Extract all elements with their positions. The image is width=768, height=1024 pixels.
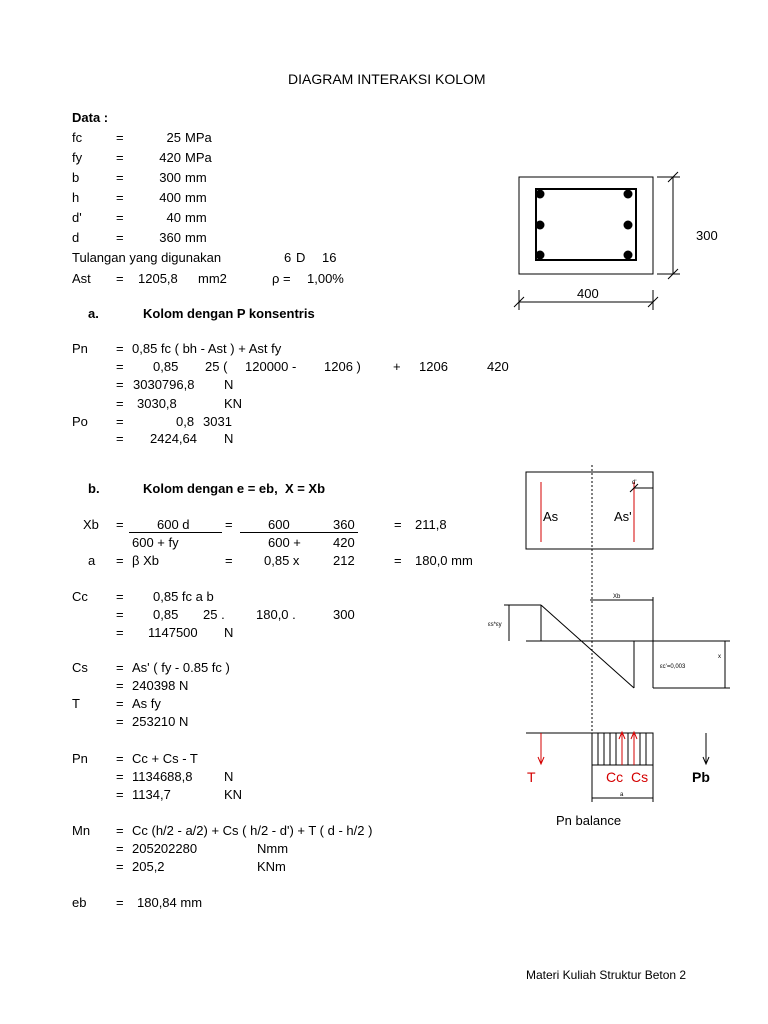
a-pn-sub-c4: 1206 ) (324, 359, 361, 374)
b-cs-formula: As' ( fy - 0.85 fc ) (132, 660, 230, 675)
a-pn-sub-c7: 420 (487, 359, 509, 374)
dimension-side (657, 172, 680, 279)
b-pn-val1: 1134688,8 (132, 769, 193, 784)
dim-bottom-label: 400 (577, 286, 599, 301)
b-a-sub-equals: = (225, 553, 233, 568)
data-dprime-unit: mm (185, 210, 207, 225)
b-mn-symbol: Mn (72, 823, 91, 838)
a-pn-unit2: KN (224, 396, 243, 411)
b-cc-c1: 0,85 (153, 607, 179, 622)
tulangan-label: Tulangan yang digunakan (72, 250, 222, 265)
tulangan-diameter: 16 (322, 250, 337, 265)
b-xb-denominator: 600 + fy (132, 535, 179, 550)
b-eb-equals: = (116, 895, 124, 910)
cc-force-label: Cc (606, 769, 624, 785)
rebar-bar (624, 251, 633, 260)
b-mn-val1: 205202280 (132, 841, 198, 856)
b-cs-equals: = (116, 660, 124, 675)
b-mn-formula: Cc (h/2 - a/2) + Cs ( h/2 - d') + T ( d - h/2 ) (132, 823, 373, 838)
a-pn-val2: 3030,8 (137, 396, 177, 411)
b-a-c2: 212 (333, 553, 355, 568)
b-t-equals: = (116, 696, 124, 711)
b-a-equals: = (116, 553, 124, 568)
rebar-bar (536, 190, 545, 199)
rebar-group (536, 190, 633, 260)
as2-label: As' (614, 509, 632, 524)
balance-caption: Pn balance (556, 813, 622, 828)
dim-side-label: 300 (696, 228, 718, 243)
b-cc-c4: 300 (333, 607, 355, 622)
section-a-heading: Kolom dengan P konsentris (143, 306, 315, 321)
a-pn-sub-c1: 0,85 (153, 359, 179, 374)
b-pn-val2-equals: = (116, 787, 124, 802)
dprime-small-label: d' (632, 480, 637, 486)
data-dprime-equals: = (116, 210, 124, 225)
data-fy-unit: MPa (185, 150, 212, 165)
a-pn-formula: 0,85 fc ( bh - Ast ) + Ast fy (132, 341, 282, 356)
data-b-equals: = (116, 170, 124, 185)
data-b-value: 300 (159, 170, 181, 185)
xb-small-label: Xb (613, 594, 621, 600)
data-fy-value: 420 (159, 150, 181, 165)
b-t-symbol: T (72, 696, 80, 711)
rebar-bar (624, 221, 633, 230)
a-po-equals: = (116, 414, 124, 429)
b-cc-equals: = (116, 589, 124, 604)
b-xb-num2b: 360 (333, 517, 355, 532)
b-cs-val-equals: = (116, 678, 124, 693)
b-a-result: 180,0 mm (415, 553, 473, 568)
data-fc-symbol: fc (72, 130, 83, 145)
b-cc-val-equals: = (116, 625, 124, 640)
footer-text: Materi Kuliah Struktur Beton 2 (526, 968, 687, 982)
data-h-unit: mm (185, 190, 207, 205)
b-t-val-equals: = (116, 714, 124, 729)
b-cc-symbol: Cc (72, 589, 88, 604)
b-cc-val: 1147500 (148, 625, 198, 640)
b-pn-unit1: N (224, 769, 234, 784)
b-pn-formula: Cc + Cs - T (132, 751, 198, 766)
rho-value: 1,00% (307, 271, 344, 286)
data-b-symbol: b (72, 170, 80, 185)
b-cc-formula: 0,85 fc a b (153, 589, 214, 604)
b-a-symbol: a (88, 553, 96, 568)
b-xb-numerator: 600 d (157, 517, 190, 532)
b-a-c1: 0,85 x (264, 553, 300, 568)
pb-force-label: Pb (692, 769, 710, 785)
b-mn-equals: = (116, 823, 124, 838)
b-xb-result: 211,8 (415, 517, 447, 532)
section-b-letter: b. (88, 481, 100, 496)
data-fc-equals: = (116, 130, 124, 145)
a-po-unit: N (224, 431, 234, 446)
a-po-symbol: Po (72, 414, 88, 429)
b-xb-den2a: 600 + (268, 535, 301, 550)
data-dprime-symbol: d' (72, 210, 82, 225)
b-a-result-equals: = (394, 553, 402, 568)
b-t-formula: As fy (132, 696, 161, 711)
a-pn-sub-c2: 25 ( (205, 359, 228, 374)
tulangan-d: D (296, 250, 306, 265)
a-po-val: 2424,64 (150, 431, 197, 446)
as-label: As (543, 509, 559, 524)
a-po-c2: 3031 (203, 414, 232, 429)
strain-left-small-label: εs*εy (488, 622, 502, 628)
data-h-value: 400 (159, 190, 181, 205)
data-fc-value: 25 (166, 130, 181, 145)
b-cs-symbol: Cs (72, 660, 88, 675)
a-pn-val1: 3030796,8 (133, 377, 195, 392)
a-po-c1: 0,8 (176, 414, 195, 429)
ast-unit: mm2 (198, 271, 227, 286)
strain-line (541, 605, 634, 688)
data-fy-symbol: fy (72, 150, 83, 165)
data-h-equals: = (116, 190, 124, 205)
data-d-equals: = (116, 230, 124, 245)
b-xb-equals: = (116, 517, 124, 532)
b-mn-val2-equals: = (116, 859, 124, 874)
side-small-label: x (718, 654, 721, 660)
rebar-bar (536, 251, 545, 260)
section-b-heading: Kolom dengan e = eb, X = Xb (143, 481, 326, 496)
b-mn-unit1: Nmm (257, 841, 289, 856)
rebar-bar (536, 221, 545, 230)
b-xb-num2a: 600 (268, 517, 290, 532)
ast-symbol: Ast (72, 271, 91, 286)
b-mn-unit2: KNm (257, 859, 286, 874)
b-pn-unit2: KN (224, 787, 243, 802)
data-h-symbol: h (72, 190, 80, 205)
data-fc-unit: MPa (185, 130, 212, 145)
b-pn-val1-equals: = (116, 769, 124, 784)
section-a-letter: a. (88, 306, 99, 321)
b-pn-val2: 1134,7 (132, 787, 171, 802)
a-pn-sub-equals: = (116, 359, 124, 374)
data-d-symbol: d (72, 230, 80, 245)
data-dprime-value: 40 (166, 210, 181, 225)
b-t-val: 253210 N (132, 714, 189, 729)
b-xb-symbol: Xb (83, 517, 99, 532)
a-pn-unit1: N (224, 377, 234, 392)
b-a-formula: β Xb (132, 553, 159, 568)
a-pn-symbol: Pn (72, 341, 88, 356)
b-xb-sub-equals: = (225, 517, 233, 532)
a-pn-sub-c6: 1206 (419, 359, 448, 374)
page-title: DIAGRAM INTERAKSI KOLOM (288, 71, 486, 87)
ast-value: 1205,8 (138, 271, 178, 286)
b-cc-unit: N (224, 625, 234, 640)
t-force-label: T (527, 769, 536, 785)
tulangan-count: 6 (284, 250, 292, 265)
b-cc-c2: 25 . (203, 607, 225, 622)
a-pn-val2-equals: = (116, 396, 124, 411)
b-cc-c3: 180,0 . (256, 607, 296, 622)
rho-label: ρ = (272, 271, 291, 286)
b-pn-symbol: Pn (72, 751, 88, 766)
data-b-unit: mm (185, 170, 207, 185)
b-eb-val: 180,84 mm (137, 895, 203, 910)
a-pn-equals: = (116, 341, 124, 356)
b-xb-result-equals: = (394, 517, 402, 532)
data-d-value: 360 (159, 230, 181, 245)
a-small-label: a (620, 792, 624, 798)
b-eb-symbol: eb (72, 895, 87, 910)
cs-force-label: Cs (631, 769, 649, 785)
b-mn-val2: 205,2 (132, 859, 165, 874)
b-pn-equals: = (116, 751, 124, 766)
ast-equals: = (116, 271, 124, 286)
b-mn-val1-equals: = (116, 841, 124, 856)
data-fy-equals: = (116, 150, 124, 165)
a-po-val-equals: = (116, 431, 124, 446)
a-pn-sub-c3: 120000 - (245, 359, 297, 374)
b-cc-sub-equals: = (116, 607, 124, 622)
data-heading: Data : (72, 110, 109, 125)
stirrup-outline (536, 189, 636, 260)
b-cs-val: 240398 N (132, 678, 189, 693)
rebar-bar (624, 190, 633, 199)
strain-right-small-label: εc'=0,003 (660, 664, 686, 670)
b-xb-den2b: 420 (333, 535, 355, 550)
a-pn-sub-c5: + (393, 359, 401, 374)
data-d-unit: mm (185, 230, 207, 245)
a-pn-val1-equals: = (116, 377, 124, 392)
